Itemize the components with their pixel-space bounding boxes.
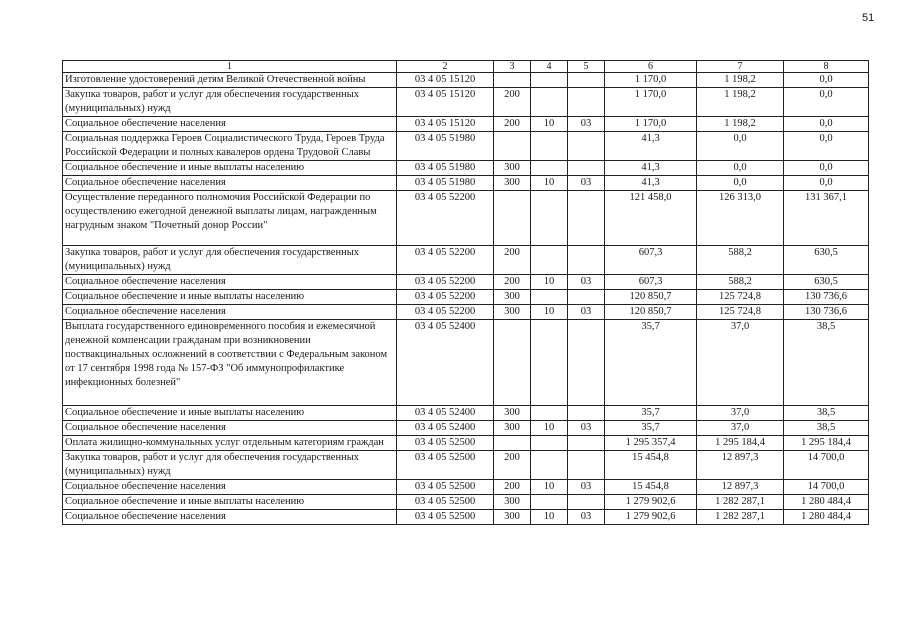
target-article-code-cell: 03 4 05 52500 [397, 436, 494, 451]
row-name-cell: Изготовление удостоверений детям Великой Отечественной войны [63, 73, 397, 88]
row-name-cell: Социальное обеспечение населения [63, 510, 397, 525]
section-cell [531, 406, 568, 421]
row-name-cell: Социальное обеспечение населения [63, 176, 397, 191]
subsection-cell: 03 [568, 480, 605, 495]
table-row [63, 246, 869, 275]
subsection-cell: 03 [568, 176, 605, 191]
subsection-cell [568, 191, 605, 246]
target-article-code-cell: 03 4 05 52400 [397, 320, 494, 406]
amount-col7-cell: 12 897,3 [697, 451, 784, 480]
header-cell: 2 [397, 61, 494, 73]
subsection-cell: 03 [568, 117, 605, 132]
table-row [63, 161, 869, 176]
expense-type-cell: 300 [494, 421, 531, 436]
amount-col7-cell: 1 198,2 [697, 73, 784, 88]
expense-type-cell [494, 320, 531, 406]
target-article-code-cell: 03 4 05 52500 [397, 451, 494, 480]
table-row [63, 451, 869, 480]
subsection-cell: 03 [568, 510, 605, 525]
subsection-cell [568, 88, 605, 117]
amount-col6-cell: 607,3 [605, 246, 697, 275]
section-cell [531, 436, 568, 451]
subsection-cell [568, 451, 605, 480]
section-cell: 10 [531, 421, 568, 436]
table-row [63, 73, 869, 88]
section-cell [531, 290, 568, 305]
section-cell [531, 191, 568, 246]
section-cell: 10 [531, 275, 568, 290]
amount-col8-cell: 14 700,0 [784, 451, 869, 480]
amount-col8-cell: 38,5 [784, 421, 869, 436]
header-cell: 7 [697, 61, 784, 73]
target-article-code-cell: 03 4 05 52400 [397, 421, 494, 436]
row-name-cell: Социальное обеспечение населения [63, 421, 397, 436]
table-header-row [63, 61, 869, 73]
amount-col7-cell: 1 282 287,1 [697, 495, 784, 510]
amount-col6-cell: 1 170,0 [605, 73, 697, 88]
amount-col7-cell: 588,2 [697, 275, 784, 290]
section-cell [531, 451, 568, 480]
table-row [63, 320, 869, 406]
amount-col6-cell: 121 458,0 [605, 191, 697, 246]
amount-col8-cell: 0,0 [784, 161, 869, 176]
amount-col6-cell: 15 454,8 [605, 451, 697, 480]
target-article-code-cell: 03 4 05 51980 [397, 161, 494, 176]
row-name-cell: Закупка товаров, работ и услуг для обеспечения государственных (муниципальных) нужд [63, 246, 397, 275]
amount-col7-cell: 37,0 [697, 320, 784, 406]
amount-col8-cell: 38,5 [784, 320, 869, 406]
header-cell: 5 [568, 61, 605, 73]
amount-col8-cell: 0,0 [784, 176, 869, 191]
amount-col6-cell: 1 279 902,6 [605, 510, 697, 525]
row-name-cell: Социальное обеспечение населения [63, 117, 397, 132]
section-cell [531, 132, 568, 161]
amount-col7-cell: 588,2 [697, 246, 784, 275]
subsection-cell [568, 73, 605, 88]
target-article-code-cell: 03 4 05 52200 [397, 246, 494, 275]
amount-col8-cell: 38,5 [784, 406, 869, 421]
expense-type-cell: 200 [494, 275, 531, 290]
amount-col6-cell: 120 850,7 [605, 290, 697, 305]
row-name-cell: Социальное обеспечение населения [63, 480, 397, 495]
amount-col8-cell: 14 700,0 [784, 480, 869, 495]
table-row [63, 421, 869, 436]
expense-type-cell [494, 191, 531, 246]
expense-type-cell: 300 [494, 495, 531, 510]
row-name-cell: Социальное обеспечение и иные выплаты населению [63, 495, 397, 510]
amount-col7-cell: 1 198,2 [697, 88, 784, 117]
subsection-cell: 03 [568, 275, 605, 290]
table-row [63, 406, 869, 421]
header-cell: 3 [494, 61, 531, 73]
header-cell: 4 [531, 61, 568, 73]
amount-col8-cell: 131 367,1 [784, 191, 869, 246]
target-article-code-cell: 03 4 05 15120 [397, 117, 494, 132]
amount-col6-cell: 35,7 [605, 320, 697, 406]
section-cell [531, 73, 568, 88]
target-article-code-cell: 03 4 05 52500 [397, 495, 494, 510]
target-article-code-cell: 03 4 05 52200 [397, 305, 494, 320]
row-name-cell: Социальное обеспечение населения [63, 305, 397, 320]
header-cell: 8 [784, 61, 869, 73]
amount-col6-cell: 41,3 [605, 132, 697, 161]
section-cell [531, 495, 568, 510]
table-row [63, 510, 869, 525]
target-article-code-cell: 03 4 05 52200 [397, 275, 494, 290]
expense-type-cell: 300 [494, 161, 531, 176]
target-article-code-cell: 03 4 05 51980 [397, 176, 494, 191]
amount-col6-cell: 41,3 [605, 176, 697, 191]
subsection-cell: 03 [568, 421, 605, 436]
target-article-code-cell: 03 4 05 15120 [397, 73, 494, 88]
section-cell: 10 [531, 480, 568, 495]
amount-col7-cell: 37,0 [697, 406, 784, 421]
row-name-cell: Социальное обеспечение и иные выплаты населению [63, 161, 397, 176]
target-article-code-cell: 03 4 05 52500 [397, 510, 494, 525]
amount-col7-cell: 0,0 [697, 176, 784, 191]
amount-col8-cell: 0,0 [784, 117, 869, 132]
section-cell: 10 [531, 117, 568, 132]
expense-type-cell [494, 132, 531, 161]
amount-col6-cell: 607,3 [605, 275, 697, 290]
expense-type-cell: 200 [494, 88, 531, 117]
subsection-cell [568, 161, 605, 176]
subsection-cell [568, 320, 605, 406]
subsection-cell [568, 495, 605, 510]
row-name-cell: Закупка товаров, работ и услуг для обеспечения государственных (муниципальных) нужд [63, 451, 397, 480]
amount-col8-cell: 630,5 [784, 275, 869, 290]
row-name-cell: Оплата жилищно-коммунальных услуг отдельным категориям граждан [63, 436, 397, 451]
target-article-code-cell: 03 4 05 52400 [397, 406, 494, 421]
expense-type-cell: 300 [494, 305, 531, 320]
amount-col8-cell: 630,5 [784, 246, 869, 275]
amount-col6-cell: 35,7 [605, 421, 697, 436]
row-name-cell: Закупка товаров, работ и услуг для обеспечения государственных (муниципальных) нужд [63, 88, 397, 117]
expense-type-cell [494, 436, 531, 451]
table-row [63, 132, 869, 161]
subsection-cell [568, 436, 605, 451]
table-row [63, 480, 869, 495]
table-row [63, 191, 869, 246]
expense-type-cell: 200 [494, 480, 531, 495]
expense-type-cell: 300 [494, 406, 531, 421]
table-row [63, 88, 869, 117]
target-article-code-cell: 03 4 05 52200 [397, 290, 494, 305]
amount-col6-cell: 120 850,7 [605, 305, 697, 320]
page-number: 51 [862, 12, 875, 24]
amount-col7-cell: 37,0 [697, 421, 784, 436]
amount-col6-cell: 1 295 357,4 [605, 436, 697, 451]
subsection-cell [568, 290, 605, 305]
amount-col6-cell: 1 279 902,6 [605, 495, 697, 510]
section-cell: 10 [531, 510, 568, 525]
target-article-code-cell: 03 4 05 52500 [397, 480, 494, 495]
amount-col7-cell: 0,0 [697, 132, 784, 161]
amount-col8-cell: 0,0 [784, 73, 869, 88]
subsection-cell [568, 132, 605, 161]
amount-col8-cell: 1 295 184,4 [784, 436, 869, 451]
row-name-cell: Осуществление переданного полномочия Российской Федерации по осуществлению ежегодной денежной выплаты лицам, награжденным нагрудным знаком "Почетный донор России" [63, 191, 397, 246]
amount-col8-cell: 0,0 [784, 132, 869, 161]
expense-type-cell: 300 [494, 176, 531, 191]
row-name-cell: Социальное обеспечение и иные выплаты населению [63, 290, 397, 305]
amount-col7-cell: 126 313,0 [697, 191, 784, 246]
table-row [63, 495, 869, 510]
amount-col6-cell: 41,3 [605, 161, 697, 176]
expense-type-cell: 300 [494, 290, 531, 305]
header-cell: 6 [605, 61, 697, 73]
target-article-code-cell: 03 4 05 52200 [397, 191, 494, 246]
amount-col6-cell: 35,7 [605, 406, 697, 421]
amount-col8-cell: 1 280 484,4 [784, 510, 869, 525]
amount-col6-cell: 1 170,0 [605, 88, 697, 117]
subsection-cell [568, 406, 605, 421]
amount-col6-cell: 15 454,8 [605, 480, 697, 495]
expense-type-cell: 300 [494, 510, 531, 525]
subsection-cell [568, 246, 605, 275]
amount-col8-cell: 130 736,6 [784, 305, 869, 320]
amount-col8-cell: 130 736,6 [784, 290, 869, 305]
budget-table [62, 60, 869, 525]
amount-col7-cell: 125 724,8 [697, 305, 784, 320]
amount-col7-cell: 12 897,3 [697, 480, 784, 495]
table-row [63, 290, 869, 305]
table-row [63, 117, 869, 132]
expense-type-cell: 200 [494, 451, 531, 480]
amount-col8-cell: 1 280 484,4 [784, 495, 869, 510]
table-row [63, 176, 869, 191]
row-name-cell: Социальное обеспечение населения [63, 275, 397, 290]
target-article-code-cell: 03 4 05 51980 [397, 132, 494, 161]
row-name-cell: Социальная поддержка Героев Социалистического Труда, Героев Труда Российской Федерации и полных кавалеров ордена Трудовой Славы [63, 132, 397, 161]
amount-col7-cell: 0,0 [697, 161, 784, 176]
section-cell [531, 88, 568, 117]
table-row [63, 436, 869, 451]
table-row [63, 275, 869, 290]
amount-col7-cell: 1 282 287,1 [697, 510, 784, 525]
expense-type-cell: 200 [494, 117, 531, 132]
amount-col7-cell: 125 724,8 [697, 290, 784, 305]
row-name-cell: Выплата государственного единовременного пособия и ежемесячной денежной компенсации гражданам при возникновении поствакцинальных осложнений в соответствии с Федеральным законом от 17 сентября 1998 года № 157-ФЗ "Об иммунопрофилактике инфекционных болезней" [63, 320, 397, 406]
header-cell: 1 [63, 61, 397, 73]
amount-col7-cell: 1 295 184,4 [697, 436, 784, 451]
target-article-code-cell: 03 4 05 15120 [397, 88, 494, 117]
amount-col6-cell: 1 170,0 [605, 117, 697, 132]
expense-type-cell: 200 [494, 246, 531, 275]
amount-col8-cell: 0,0 [784, 88, 869, 117]
expense-type-cell [494, 73, 531, 88]
table-row [63, 305, 869, 320]
section-cell: 10 [531, 305, 568, 320]
section-cell: 10 [531, 176, 568, 191]
subsection-cell: 03 [568, 305, 605, 320]
section-cell [531, 161, 568, 176]
section-cell [531, 246, 568, 275]
amount-col7-cell: 1 198,2 [697, 117, 784, 132]
section-cell [531, 320, 568, 406]
row-name-cell: Социальное обеспечение и иные выплаты населению [63, 406, 397, 421]
